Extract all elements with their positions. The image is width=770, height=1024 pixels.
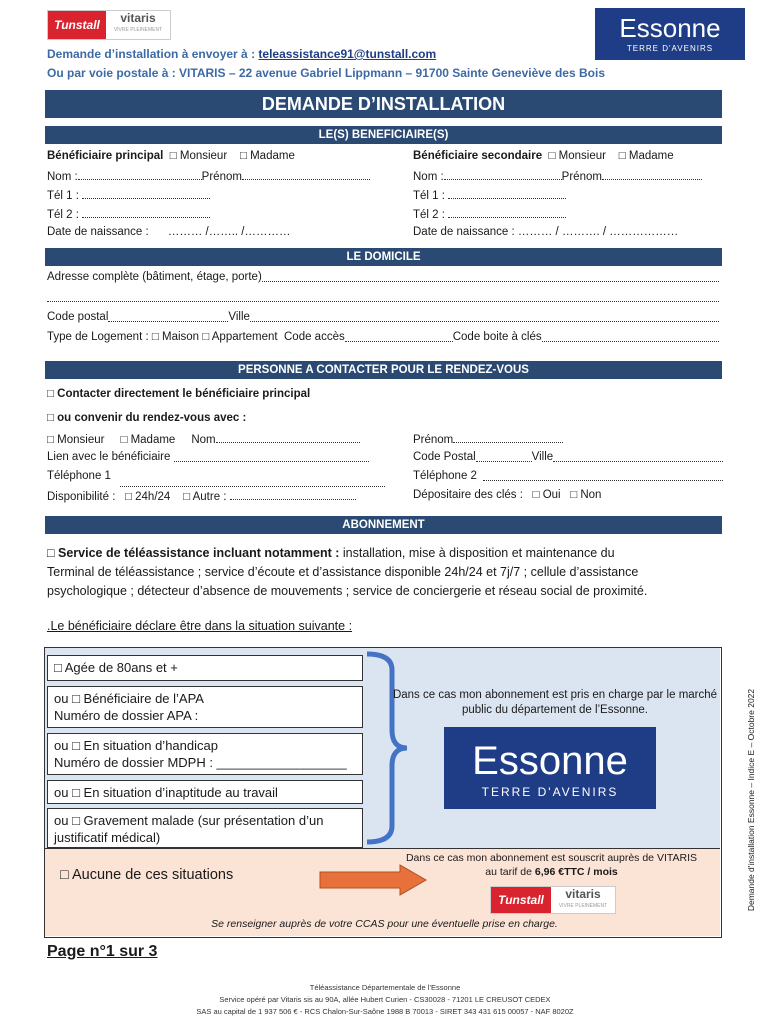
abonnement-band: ABONNEMENT — [45, 516, 722, 534]
depositaire-non-checkbox[interactable]: □ Non — [570, 489, 602, 501]
page-number: Page n°1 sur 3 — [47, 943, 158, 960]
beneficiaires-band: LE(S) BENEFICIAIRE(S) — [45, 126, 722, 144]
secondaire-tel1-field[interactable] — [448, 187, 566, 199]
tunstall-logo-small: Tunstall — [491, 887, 551, 913]
situation-malade[interactable]: ou □ Gravement malade (sur présentation d’un justificatif médical) — [47, 808, 363, 848]
tunstall-vitaris-logo-small — [490, 886, 616, 914]
principal-tel2-field[interactable] — [82, 206, 210, 218]
type-logement-checkboxes[interactable]: Type de Logement : □ Maison □ Appartement — [47, 331, 278, 343]
contact-tel1-line[interactable] — [120, 475, 385, 487]
brace-icon — [362, 650, 412, 846]
domicile-section: Adresse complète (bâtiment, étage, porte) Code postal Ville Type de Logement : □ Maison □ Appartement Code accès Code boite à clés — [47, 270, 719, 350]
domicile-ville-field[interactable] — [250, 310, 719, 322]
essonne-logo: Essonne TERRE D'AVENIRS — [595, 8, 745, 60]
vitaris-logo: vitaris VIVRE PLEINEMENT — [113, 11, 163, 33]
essonne-logo-large: Essonne TERRE D'AVENIRS — [444, 727, 656, 809]
send-to-line: Demande d’installation à envoyer à : teleassistance91@tunstall.com — [47, 47, 437, 61]
dispo-24h-checkbox[interactable]: □ 24h/24 — [125, 491, 171, 503]
secondaire-ddn-field[interactable]: ……… / ………. / ……………… — [517, 226, 679, 238]
footer: Téléassistance Départementale de l’Essonne Service opéré par Vitaris sis au 90A, allée Hubert Curien - CS30028 - 71201 LE CREUSOT CEDEX SAS au capital de 1 937 506 € - RCS Chalon-Sur-Saône 1988 B 70013 - SIRET 343 431 615 00057 - NAF 8020Z — [196, 983, 574, 1016]
ccas-note: Se renseigner auprès de votre CCAS pour une éventuelle prise en charge. — [211, 918, 558, 930]
contact-lien-field[interactable] — [174, 450, 369, 462]
depositaire-oui-checkbox[interactable]: □ Oui — [532, 489, 561, 501]
principal-nom-field[interactable] — [78, 168, 202, 180]
contact-option-direct[interactable]: □ Contacter directement le bénéficiaire principal — [47, 388, 311, 400]
principal-madame-checkbox[interactable]: □ Madame — [239, 150, 295, 162]
secondaire-nom-field[interactable] — [444, 168, 562, 180]
contact-tel2-field[interactable] — [483, 469, 723, 481]
situation-apa[interactable]: ou □ Bénéficiaire de l’APA Numéro de dossier APA : — [47, 686, 363, 728]
contact-ville-field[interactable] — [553, 450, 723, 462]
vitaris-logo-small: vitaris VIVRE PLEINEMENT — [558, 887, 608, 909]
contact-madame-checkbox[interactable]: □ Madame — [120, 434, 176, 446]
secondaire-prenom-field[interactable] — [602, 168, 702, 180]
secondaire-tel2-field[interactable] — [448, 206, 566, 218]
contact-nom-field[interactable] — [216, 431, 360, 443]
email-link[interactable]: teleassistance91@tunstall.com — [258, 47, 437, 61]
contact-code-postal-field[interactable] — [476, 450, 532, 462]
tunstall-vitaris-logo — [47, 10, 171, 40]
situation-aucune[interactable]: □ Aucune de ces situations — [60, 867, 234, 883]
contact-option-other[interactable]: □ ou convenir du rendez-vous avec : — [47, 412, 247, 424]
principal-monsieur-checkbox[interactable]: □ Monsieur — [169, 150, 228, 162]
vitaris-tarif: Dans ce cas mon abonnement est souscrit auprès de VITARIS au tarif de 6,96 €TTC / mois — [405, 852, 698, 878]
secondaire-monsieur-checkbox[interactable]: □ Monsieur — [548, 150, 606, 162]
contact-monsieur-checkbox[interactable]: □ Monsieur — [47, 434, 105, 446]
dispo-autre-field[interactable] — [230, 488, 356, 500]
principal-tel1-field[interactable] — [82, 187, 210, 199]
service-description: □ Service de téléassistance incluant notamment : installation, mise à disposition et maintenance du Terminal de téléassistance ; service d’écoute et d’assistance disponible 24h/24 et 7j/7 ; cellule d’assistance psychologique ; détecteur d’absence de mouvements ; service de conciergerie et réseau social de proximité. — [47, 546, 648, 598]
adresse-field-2[interactable] — [47, 290, 719, 302]
secondaire-madame-checkbox[interactable]: □ Madame — [618, 150, 674, 162]
tunstall-logo: Tunstall — [48, 11, 106, 39]
code-boite-field[interactable] — [542, 330, 719, 342]
situation-handicap[interactable]: ou □ En situation d’handicap Numéro de dossier MDPH : __________________ — [47, 733, 363, 775]
principal-ddn-field[interactable]: ……… /…….. /………… — [167, 226, 291, 238]
domicile-code-postal-field[interactable] — [108, 310, 228, 322]
declare-line: .Le bénéficiaire déclare être dans la situation suivante : — [47, 619, 353, 633]
contact-band: PERSONNE A CONTACTER POUR LE RENDEZ-VOUS — [45, 361, 722, 379]
principal-prenom-field[interactable] — [242, 168, 370, 180]
beneficiaire-secondaire: Bénéficiaire secondaire □ Monsieur □ Madame Nom : Prénom Tél 1 : Tél 2 : Date de naissance : ……… / ………. / ……………… — [413, 149, 723, 244]
code-acces-field[interactable] — [345, 330, 453, 342]
title-band: DEMANDE D’INSTALLATION — [45, 90, 722, 118]
situation-80ans[interactable]: □ Agée de 80ans et + — [47, 655, 363, 681]
prise-en-charge-text: Dans ce cas mon abonnement est pris en charge par le marché public du département de l’Essonne. — [392, 689, 718, 716]
dispo-autre-checkbox[interactable]: □ Autre : — [183, 491, 227, 503]
service-checkbox[interactable]: □ Service de téléassistance incluant notamment : — [47, 546, 340, 560]
contact-prenom-field[interactable] — [453, 431, 563, 443]
situation-inaptitude[interactable]: ou □ En situation d’inaptitude au travail — [47, 780, 363, 804]
postal-line: Ou par voie postale à : VITARIS – 22 avenue Gabriel Lippmann – 91700 Sainte Geneviève des Bois — [47, 66, 605, 80]
contact-right: Prénom Code Postal Ville Téléphone 2 Dépositaire des clés : □ Oui □ Non — [413, 431, 723, 507]
adresse-field[interactable] — [262, 270, 719, 282]
beneficiaire-principal: Bénéficiaire principal □ Monsieur □ Madame Nom : Prénom Tél 1 : Tél 2 : Date de naissance : ……… /…….. /………… — [47, 149, 392, 244]
domicile-band: LE DOMICILE — [45, 248, 722, 266]
contact-left: □ Monsieur □ Madame Nom Lien avec le bénéficiaire Téléphone 1 Disponibilité : □ 24h/24 □ Autre : — [47, 431, 392, 507]
